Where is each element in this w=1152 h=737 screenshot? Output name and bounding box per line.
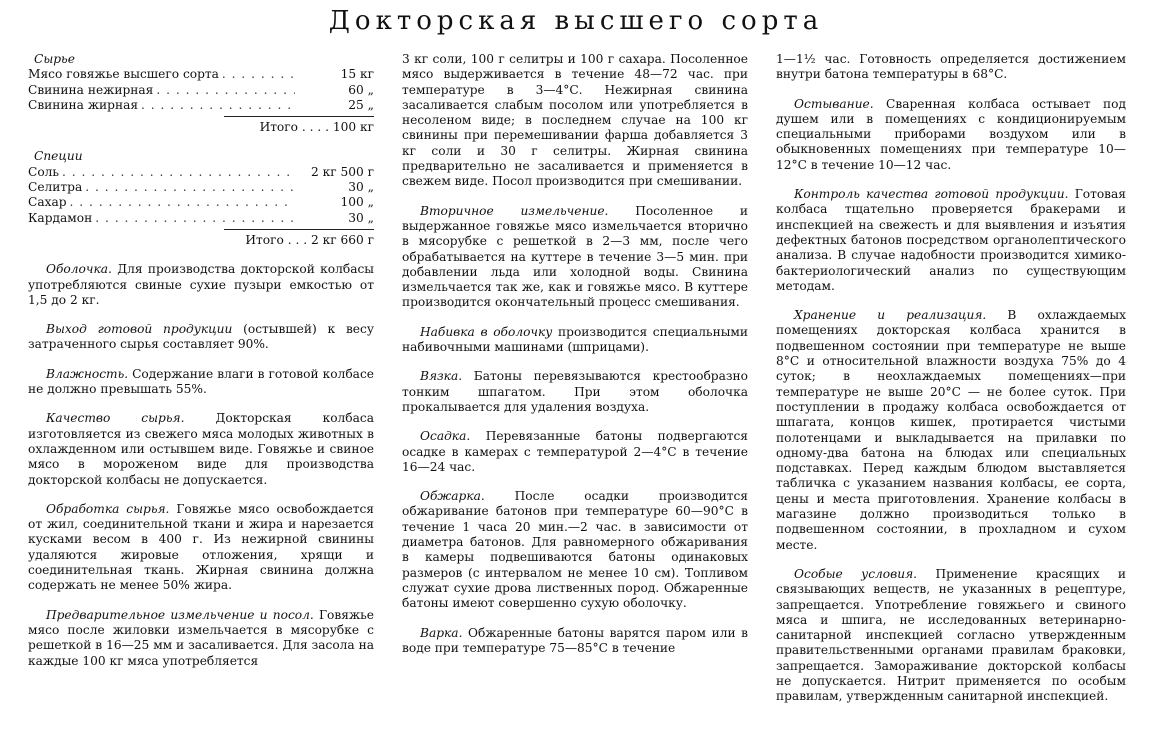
- ingredient-name: Селитра: [28, 180, 83, 195]
- section-text: производится специальными набивочными машинами (шприцами).: [402, 324, 748, 355]
- section-heading: Качество сырья.: [46, 411, 185, 426]
- section-paragraph: [402, 52, 748, 190]
- page-title: Докторская высшего сорта: [328, 6, 824, 36]
- ingredient-qty: 30 „: [348, 180, 374, 195]
- section-paragraph: [28, 411, 374, 487]
- section-text: 1—1½ час. Готовность определяется достижением внутри батона температуры в 68°С.: [776, 52, 1126, 82]
- ingredient-qty: 25 „: [348, 97, 374, 112]
- divider: [224, 229, 374, 230]
- ingredient-row: [28, 98, 374, 113]
- section-paragraph: [28, 322, 374, 353]
- ingredient-row: [28, 195, 374, 210]
- section-text: Батоны перевязываются крестообразно тонким шпагатом. При этом оболочка прокалывается для удаления воздуха.: [402, 369, 748, 414]
- section-text: Для производства докторской колбасы употребляются свиные сухие пузыри емкостью от 1,5 до 2 кг.: [28, 262, 374, 307]
- section-text: (остывшей) к весу затраченного сырья составляет 90%.: [28, 322, 375, 352]
- section-heading: Выход готовой продукции: [46, 322, 233, 337]
- section-heading: Обработка сырья.: [46, 501, 170, 516]
- section-paragraph: [28, 608, 374, 669]
- section-text: Сваренная колбаса остывает под душем или в помещениях с кондиционируемым специальными приборами воздухом или в обыкновенных помещениях при температуре 10—12°С в течение 10—12 час.: [776, 96, 1126, 172]
- ingredient-row: [28, 67, 374, 82]
- section-paragraph: [776, 52, 1126, 83]
- ingredient-qty: 60 „: [348, 82, 374, 97]
- spices-total: Итого . . . 2 кг 660 г: [245, 232, 374, 247]
- section-paragraph: [776, 97, 1126, 173]
- section-paragraph: [402, 369, 748, 415]
- ingredient-row: [28, 165, 374, 180]
- section-paragraph: [402, 489, 748, 611]
- section-text: Докторская колбаса изготовляется из свежего мяса молодых животных в охлажденном или остывшем виде. Говяжье и свиное мясо в мороженом виде для производства докторской колбасы не допускается.: [28, 411, 374, 487]
- section-heading: Обжарка.: [420, 489, 485, 504]
- ingredient-name: Сахар: [28, 195, 67, 210]
- column-3: [776, 52, 1126, 705]
- section-heading: Оболочка.: [46, 262, 112, 277]
- section-paragraph: [28, 502, 374, 594]
- section-heading: Остывание.: [794, 96, 874, 111]
- divider: [224, 116, 374, 117]
- section-paragraph: [776, 308, 1126, 553]
- section-text: В охлаждаемых помещениях докторская колбаса хранится в подвешенном состоянии при температуре не выше 8°С и относительной влажности воздуха 75% до 4 суток; в неохлаждаемых помещениях—при температуре не выше 20°С — не более суток. При поступлении в продажу колбаса освобождается от шпагата, концов кишек, протирается чистыми полотенцами и выкладывается на прилавки по одному-два батона на блюдах или специальных подставках. Перед каждым блюдом выставляется табличка с указанием названия колбасы, ее сорта, цены и места приготовления. Хранение колбасы в магазине должно производиться только в подвешенном состоянии, в прохладном и сухом месте.: [776, 308, 1126, 552]
- section-text: Содержание влаги в готовой колбасе не должно превышать 55%.: [28, 366, 374, 397]
- section-paragraph: [402, 429, 748, 475]
- section-paragraph: [776, 187, 1126, 294]
- ingredient-qty: 15 кг: [340, 67, 374, 82]
- ingredient-qty: 100 „: [340, 195, 374, 210]
- ingredient-name: Соль: [28, 164, 60, 179]
- ingredient-qty: 30 „: [348, 210, 374, 225]
- section-text: Посоленное и выдержанное говяжье мясо измельчается вторично в мясорубке с решеткой в 2—3 мм, после чего обрабатывается на куттере в течение 3—5 мин. при добавлении льда или холодной воды. Свинина измельчается так же, как и говяжье мясо. В куттере производится окончательный процесс смешивания.: [402, 203, 748, 310]
- section-paragraph: [402, 325, 748, 356]
- section-heading: Набивка в оболочку: [420, 324, 553, 339]
- section-heading: Осадка.: [420, 429, 471, 444]
- section-text: Перевязанные батоны подвергаются осадке в камерах с температурой 2—4°С в течение 16—24 час.: [402, 429, 748, 474]
- section-paragraph: [28, 262, 374, 308]
- section-text: Говяжье мясо освобождается от жил, соединительной ткани и жира и нарезается кусками весом в 400 г. Из нежирной свинины удаляются жировые отложения, хрящи и соединительная ткань. Жирная свинина должна содержать не менее 50% жира.: [28, 501, 374, 593]
- section-text: Говяжье мясо после жиловки измельчается в мясорубке с решеткой в 16—25 мм и засаливается. Для засола на каждые 100 кг мяса употребляется: [28, 607, 374, 668]
- section-paragraph: [402, 204, 748, 311]
- spices-heading: Специи: [34, 149, 83, 164]
- ingredient-name: Кардамон: [28, 210, 93, 225]
- section-heading: Хранение и реализация.: [794, 308, 987, 323]
- ingredient-name: Свинина жирная: [28, 97, 139, 112]
- section-heading: Вязка.: [420, 369, 463, 384]
- column-1: [28, 52, 374, 669]
- section-text: Обжаренные батоны варятся паром или в воде при температуре 75—85°С в течение: [402, 625, 748, 655]
- section-heading: Предварительное измельчение и посол.: [46, 607, 314, 622]
- ingredient-row: [28, 211, 374, 226]
- raw-materials-total: Итого . . . . 100 кг: [259, 120, 374, 135]
- column-2: [402, 52, 748, 656]
- section-text: Готовая колбаса тщательно проверяется бракерами и инспекцией на свежесть и для выявления и изъятия дефектных батонов посредством органолептического анализа. В случае надобности производится химико-бактериологический анализ по существующим методам.: [776, 187, 1126, 293]
- section-text: Применение красящих и связывающих веществ, не указанных в рецептуре, запрещается. Употребление говяжьего и свиного мяса и шпига, не исследованных ветеринарно-санитарной инспекцией согласно утвержденным правительственными органами правилам браковки, запрещается. Замораживание докторской колбасы не допускается. Нитрит применяется по особым правилам, утвержденным санитарной инспекцией.: [776, 566, 1126, 704]
- section-heading: Влажность.: [46, 366, 129, 381]
- ingredient-name: Свинина нежирная: [28, 82, 154, 97]
- section-text: 3 кг соли, 100 г селитры и 100 г сахара. Посоленное мясо выдерживается в течение 48—72 час. при температуре в 3—4°С. Нежирная свинина засаливается слабым посолом или употребляется в несоленом виде; в последнем случае на 100 кг свинины при перемешивании фарша добавляется 3 кг соли и 30 г селитры. Жирная свинина предварительно не засаливается и применяется в свежем виде. Посол производится при смешивании.: [402, 52, 748, 189]
- section-text: После осадки производится обжаривание батонов при температуре 60—90°С в течение 1 часа 20 мин.—2 час. в зависимости от диаметра батонов. Для равномерного обжаривания в камеры подвешиваются батоны одинаковых размеров (с интервалом не менее 10 см). Топливом служат сухие дрова лиственных пород. Обжаренные батоны имеют совершенно сухую оболочку.: [402, 489, 748, 611]
- ingredient-row: [28, 180, 374, 195]
- ingredient-row: [28, 83, 374, 98]
- ingredient-qty: 2 кг 500 г: [310, 164, 374, 179]
- section-heading: Вторичное измельчение.: [420, 203, 609, 218]
- raw-materials-heading: Сырье: [34, 52, 75, 66]
- section-paragraph: [28, 367, 374, 398]
- ingredient-name: Мясо говяжье высшего сорта: [28, 67, 219, 82]
- section-paragraph: [402, 626, 748, 657]
- section-heading: Особые условия.: [794, 566, 918, 581]
- section-paragraph: [776, 567, 1126, 705]
- section-heading: Контроль качества готовой продукции.: [794, 187, 1069, 202]
- section-heading: Варка.: [420, 625, 463, 640]
